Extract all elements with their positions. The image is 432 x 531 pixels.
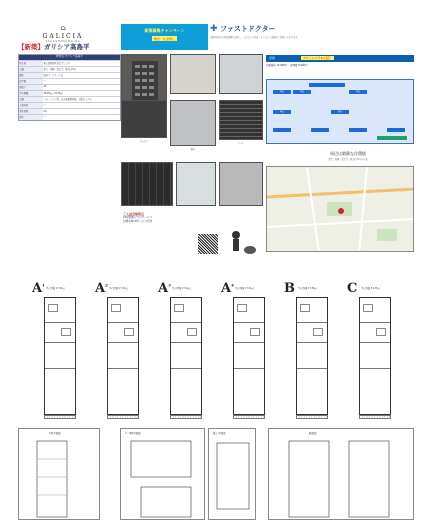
advert-line-3: お得なWi-Fiサービス付き [123,219,153,223]
plan-detail: 専有面積 27.91㎡ [46,287,65,290]
spec-key: 備考 [19,115,43,120]
spec-row [19,114,120,120]
plan-fixture [313,328,323,336]
spec-value: 1K [43,85,47,88]
grid-cell [309,83,345,87]
spec-row [19,60,120,66]
area-map [266,166,414,252]
plan-fixture [124,328,134,336]
page-title [18,42,118,51]
plan-divider [234,342,264,343]
drawing-ground-floor [18,428,100,520]
spec-key: 交通 [19,67,43,72]
availability-grid [266,79,414,144]
plan-room [170,297,202,415]
plan-balcony [170,415,202,419]
interior-photo-entrance [219,54,263,94]
plan-letter: $A^3$ [158,281,171,296]
floor-plan [219,283,281,423]
grid-cell: 申込 [349,90,367,94]
spec-key: 構造 [19,73,43,78]
spec-row [19,84,120,90]
plan-divider [234,322,264,323]
plan-fixture [61,328,71,336]
plan-divider [297,322,327,323]
plan-fixture [237,304,247,312]
map-title: 周辺は閑静な住環境 [330,151,366,156]
drawing-left-label: 1階平面図 [49,432,61,435]
spec-key: 所在地 [19,61,43,66]
drawing-typical-floor [120,428,205,520]
fastdoctor-title: ファストドクター [219,25,276,33]
spec-value: — [43,79,46,82]
plan-detail: 専有面積 34.35㎡ [361,287,380,290]
floor-plan [282,283,344,423]
property-marker-icon [338,208,344,214]
spec-row [19,90,120,96]
medical-cross-icon: ✚ [210,24,218,34]
campaign-title: 新築募集キャンペーン [144,28,185,33]
grid-cell [311,128,329,132]
spec-row [19,66,120,72]
plan-balcony [296,415,328,419]
spec-row [19,78,120,84]
plan-divider [45,368,75,369]
grid-cell: 申込 [331,110,349,114]
plan-divider [171,342,201,343]
grid-cell [349,128,367,132]
plan-divider [108,322,138,323]
map-illustration [267,167,414,252]
rent-caption: 月額賃料 72,000円～ 管理費 8,000円 [266,64,308,67]
grid-cell [273,128,291,132]
plan-room [233,297,265,415]
plan-divider [360,342,390,343]
spec-key: 間取り [19,85,43,90]
plan-divider [45,342,75,343]
plan-fixture [48,304,58,312]
spec-row [19,72,120,78]
plan-fixture [376,328,386,336]
washroom-photo [176,162,216,206]
plan-detail: 専有面積 27.91㎡ [172,287,191,290]
plan-divider [108,368,138,369]
plan-balcony [359,415,391,419]
campaign-sub: 敷金・礼金無し [153,36,175,41]
floor-plan [345,283,407,423]
plan-room [296,297,328,415]
kitchen-photo [121,100,167,138]
spec-value: 25.48㎡～34.35㎡ [43,92,63,95]
exterior-photo-2 [219,162,263,206]
plan-detail: 専有面積 27.91㎡ [109,287,128,290]
spec-value: 都営三田線「高島平」駅 徒歩5分 [43,68,77,71]
toilet-caption: トイレ [237,142,245,145]
bath-photo [170,100,216,146]
spec-value: 鉄筋コンクリート造 [43,74,64,77]
plan-balcony [44,415,76,419]
plan-fixture [187,328,197,336]
spec-key: 設備 [19,97,43,102]
plan-detail: 専有面積 27.91㎡ [235,287,254,290]
spec-key: 総戸数 [19,79,43,84]
plan-room [359,297,391,415]
plan-detail: 専有面積 27.86㎡ [298,287,317,290]
plan-letter: $A^1$ [32,281,45,296]
plan-fixture [300,304,310,312]
plan-divider [45,322,75,323]
spec-key: 専有面積 [19,91,43,96]
title-name: ガリシア高島平 [44,43,90,51]
plan-letter: $A^4$ [221,281,234,296]
interior-photo-room [170,54,216,94]
rent-banner-highlight: フリーレント1ヶ月！ [303,56,332,60]
logo-main: GALICIA [42,33,84,40]
floor-plan [30,283,92,423]
spec-table [18,54,121,121]
plan-divider [360,368,390,369]
drawing-roof [208,428,256,520]
plan-divider [234,368,264,369]
grid-cell: 申込 [273,90,291,94]
fastdoctor-desc: 夜間や休日の急な体調不良時に、ご自宅での往診・オンライン診療がご利用いただけます。 [210,36,300,39]
kitchen-caption: キッチン [139,140,149,143]
spec-key: 入居時期 [19,103,43,108]
plan-fixture [250,328,260,336]
service-advert [123,212,203,272]
advert-line-2: 24時間駆けつけサービス [123,216,153,219]
plan-room [44,297,76,415]
fastdoctor-banner [210,24,414,50]
mailbox-photo [121,162,173,206]
plan-divider [297,342,327,343]
plan-balcony [233,415,265,419]
title-new: 【新築】 [18,43,44,51]
spec-value: — [43,103,46,106]
drawing-mid-label: 2～9階平面図 [125,432,141,435]
drawing-elevation [268,428,414,520]
grid-cell: 申込 [293,90,311,94]
spec-key: 契約期間 [19,109,43,114]
spec-row [19,102,120,108]
dog-illustration [222,226,260,258]
spec-value: 2年 [43,110,48,113]
plan-divider [171,322,201,323]
bath-caption: 浴室 [190,148,196,151]
spec-row [19,96,120,102]
toilet-photo [219,100,263,140]
logo [18,24,108,43]
grid-cell [377,136,407,140]
spec-value: バス・トイレ別、室内洗濯機置場、宅配ボックス [43,98,92,101]
plan-divider [297,368,327,369]
drawing-right-label: 断面図 [309,432,317,435]
grid-cell: 申込 [273,110,291,114]
floor-plans [30,283,414,423]
floor-plan [93,283,155,423]
logo-sub: TAKASHIMADAIRA [45,40,81,43]
spec-row [19,108,120,114]
map-subtitle: 都営三田線「高島平」駅 徒歩5分の立地 [328,158,368,161]
qr-code [198,234,218,254]
rent-banner-label: 家賃 [269,56,276,60]
plan-divider [360,322,390,323]
plan-letter: $A^2$ [95,281,108,296]
plan-letter: B [284,281,295,296]
grid-cell [387,128,405,132]
drawing-mid2-label: 屋上平面図 [213,432,226,435]
plan-fixture [363,304,373,312]
spec-value: — [43,115,46,118]
logo-mark: ⌂ [60,24,66,32]
plan-divider [171,368,201,369]
campaign-banner [121,24,208,50]
spec-value: 東京都板橋区高島平七丁目 [43,62,70,65]
floor-plan [156,283,218,423]
plan-fixture [111,304,121,312]
advert-line-1: ご入居者様限定 [123,212,145,216]
rent-banner [266,55,414,62]
plan-letter: C [347,281,358,296]
plan-fixture [174,304,184,312]
plan-balcony [107,415,139,419]
plan-divider [108,342,138,343]
plan-room [107,297,139,415]
spec-header: 物件名 ガリシア高島平 [19,55,120,60]
